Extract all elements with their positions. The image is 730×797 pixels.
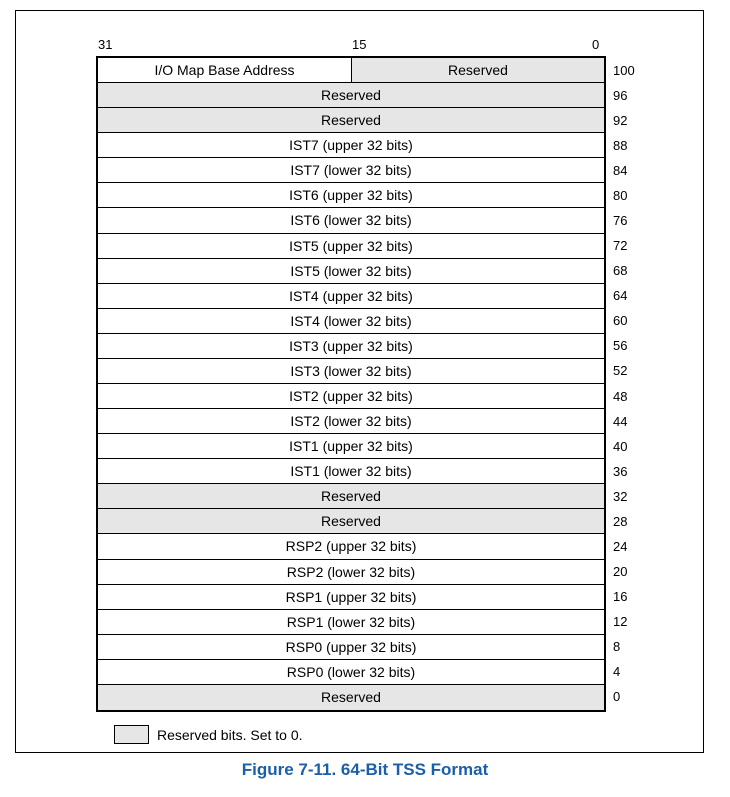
offset-label: 80 — [613, 187, 628, 203]
tss-row-label: Reserved — [321, 689, 381, 706]
offset-label: 76 — [613, 213, 628, 228]
offset-label: 32 — [613, 488, 628, 504]
tss-row-label: IST7 (lower 32 bits) — [290, 162, 412, 179]
tss-row — [98, 534, 604, 559]
tss-row-label: IST2 (lower 32 bits) — [290, 413, 412, 430]
tss-row — [98, 484, 604, 509]
tss-row-label: IST5 (lower 32 bits) — [290, 262, 412, 279]
tss-row-label: Reserved — [321, 513, 381, 530]
offset-label: 28 — [613, 513, 628, 529]
offset-label: 48 — [613, 388, 628, 404]
tss-row-label: RSP0 (upper 32 bits) — [285, 638, 417, 655]
tss-row-label: Reserved — [321, 112, 381, 129]
offset-label: 56 — [613, 338, 628, 354]
tss-row-label: IST4 (lower 32 bits) — [290, 312, 412, 329]
offset-label: 96 — [613, 87, 628, 103]
offset-label: 8 — [613, 639, 621, 655]
tss-row-label: RSP1 (lower 32 bits) — [286, 613, 416, 630]
offset-label: 72 — [613, 238, 628, 254]
tss-row — [98, 585, 604, 610]
tss-row — [98, 183, 604, 208]
figure-caption: Figure 7-11. 64-Bit TSS Format — [241, 760, 489, 779]
legend-text: Reserved bits. Set to 0. — [157, 727, 303, 743]
tss-row-label: IST6 (upper 32 bits) — [289, 187, 413, 204]
offset-label: 52 — [613, 363, 628, 379]
tss-row-label: IST3 (upper 32 bits) — [289, 337, 413, 354]
tss-row-label: IST1 (upper 32 bits) — [289, 438, 413, 455]
tss-row — [98, 284, 604, 309]
tss-row — [98, 359, 604, 384]
tss-row-label: IST3 (lower 32 bits) — [290, 362, 412, 379]
offset-label: 64 — [613, 288, 628, 304]
bit-label-15: 15 — [352, 37, 367, 52]
offset-label: 20 — [613, 564, 628, 580]
bit-label-0: 0 — [592, 37, 600, 52]
tss-row — [98, 509, 604, 534]
bit-label-31: 31 — [98, 37, 113, 52]
tss-row — [98, 384, 604, 409]
tss-row — [98, 635, 604, 660]
tss-row — [98, 259, 604, 284]
tss-row-label: Reserved — [321, 87, 381, 104]
tss-row — [98, 83, 604, 108]
tss-row-label: RSP1 (upper 32 bits) — [285, 588, 417, 605]
tss-row — [98, 158, 604, 183]
offset-label: 68 — [613, 263, 628, 279]
offset-label: 44 — [613, 413, 628, 429]
tss-row — [98, 610, 604, 635]
tss-row-label: IST4 (upper 32 bits) — [289, 287, 413, 304]
offset-label: 60 — [613, 313, 628, 329]
tss-row-label: RSP2 (lower 32 bits) — [286, 563, 416, 580]
legend-swatch — [114, 725, 149, 744]
tss-row — [98, 334, 604, 359]
tss-row-label: IST2 (upper 32 bits) — [289, 388, 413, 405]
tss-row — [98, 560, 604, 585]
tss-row-label: IST1 (lower 32 bits) — [290, 463, 412, 480]
tss-table — [96, 56, 606, 712]
tss-row-label: RSP0 (lower 32 bits) — [286, 663, 416, 680]
tss-row — [98, 234, 604, 259]
tss-row-label: IST6 (lower 32 bits) — [290, 212, 412, 229]
offset-label: 100 — [613, 62, 635, 78]
offset-label: 0 — [613, 689, 621, 705]
tss-row — [98, 409, 604, 434]
offset-label: 16 — [613, 589, 628, 605]
reserved-cell: Reserved — [352, 58, 604, 82]
offset-label: 24 — [613, 539, 628, 554]
tss-row — [98, 685, 604, 710]
tss-row — [98, 309, 604, 334]
tss-row-label: IST5 (upper 32 bits) — [289, 237, 413, 254]
offset-label: 88 — [613, 137, 628, 153]
offset-label: 12 — [613, 614, 628, 630]
tss-row — [98, 133, 604, 158]
offset-label: 92 — [613, 112, 628, 128]
io-map-base-cell: I/O Map Base Address — [98, 58, 352, 82]
tss-row-label: RSP2 (upper 32 bits) — [285, 538, 417, 555]
offset-label: 36 — [613, 463, 628, 479]
tss-row — [98, 459, 604, 484]
tss-row-top — [98, 58, 604, 83]
offset-label: 40 — [613, 438, 628, 454]
tss-row — [98, 434, 604, 459]
tss-row-label: Reserved — [321, 488, 381, 505]
offset-label: 84 — [613, 162, 628, 178]
tss-row — [98, 660, 604, 685]
tss-row-label: IST7 (upper 32 bits) — [289, 137, 413, 154]
tss-row — [98, 108, 604, 133]
offset-label: 4 — [613, 664, 621, 680]
tss-row — [98, 208, 604, 233]
